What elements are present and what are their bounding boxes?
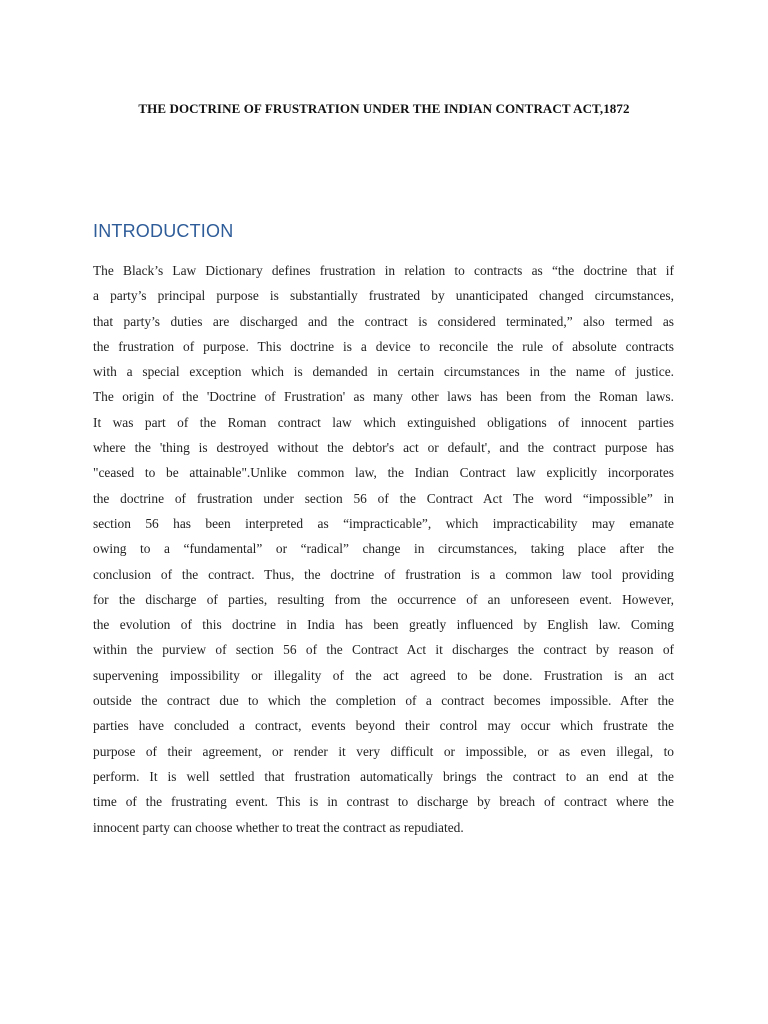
paragraph-line: within the purview of section 56 of the Contract Act it discharges the contract by reason of bbox=[93, 642, 674, 658]
paragraph-line: outside the contract due to which the completion of a contract becomes impossible. After the bbox=[93, 693, 674, 709]
paragraph-line: owing to a “fundamental” or “radical” change in circumstances, taking place after the bbox=[93, 541, 674, 557]
paragraph-line: The origin of the 'Doctrine of Frustration' as many other laws has been from the Roman laws. bbox=[93, 389, 674, 405]
paragraph-line: the doctrine of frustration under section 56 of the Contract Act The word “impossible” in bbox=[93, 490, 674, 506]
paragraph-line: the frustration of purpose. This doctrine is a device to reconcile the rule of absolute contracts bbox=[93, 338, 674, 354]
paragraph-line: perform. It is well settled that frustration automatically brings the contract to an end at the bbox=[93, 768, 674, 784]
section-heading-introduction: INTRODUCTION bbox=[93, 221, 234, 241]
paragraph-line: where the 'thing is destroyed without the debtor's act or default', and the contract purpose has bbox=[93, 440, 674, 456]
paragraph-line: purpose of their agreement, or render it very difficult or impossible, or as even illegal, to bbox=[93, 743, 674, 759]
paragraph-line: supervening impossibility or illegality of the act agreed to be done. Frustration is an act bbox=[93, 667, 674, 683]
paragraph-line: the evolution of this doctrine in India has been greatly influenced by English law. Coming bbox=[93, 617, 674, 633]
introduction-paragraph bbox=[93, 258, 674, 840]
paragraph-line: a party’s principal purpose is substantially frustrated by unanticipated changed circumstances, bbox=[93, 288, 674, 304]
document-title: THE DOCTRINE OF FRUSTRATION UNDER THE INDIAN CONTRACT ACT,1872 bbox=[138, 101, 630, 116]
paragraph-line: It was part of the Roman contract law which extinguished obligations of innocent parties bbox=[93, 414, 674, 430]
paragraph-line-last: innocent party can choose whether to treat the contract as repudiated. bbox=[93, 819, 464, 835]
paragraph-line: "ceased to be attainable".Unlike common law, the Indian Contract law explicitly incorporates bbox=[93, 465, 674, 481]
paragraph-line: for the discharge of parties, resulting from the occurrence of an unforeseen event. However, bbox=[93, 591, 674, 607]
paragraph-line: with a special exception which is demanded in certain circumstances in the name of justice. bbox=[93, 364, 674, 380]
paragraph-line: The Black’s Law Dictionary defines frustration in relation to contracts as “the doctrine that if bbox=[93, 263, 674, 278]
paragraph-line: conclusion of the contract. Thus, the doctrine of frustration is a common law tool providing bbox=[93, 566, 674, 582]
paragraph-line: parties have concluded a contract, events beyond their control may occur which frustrate the bbox=[93, 718, 674, 734]
paragraph-line: that party’s duties are discharged and the contract is considered terminated,” also termed as bbox=[93, 313, 674, 329]
paragraph-line: time of the frustrating event. This is in contrast to discharge by breach of contract where the bbox=[93, 794, 674, 810]
paragraph-line: section 56 has been interpreted as “impracticable”, which impracticability may emanate bbox=[93, 515, 674, 531]
